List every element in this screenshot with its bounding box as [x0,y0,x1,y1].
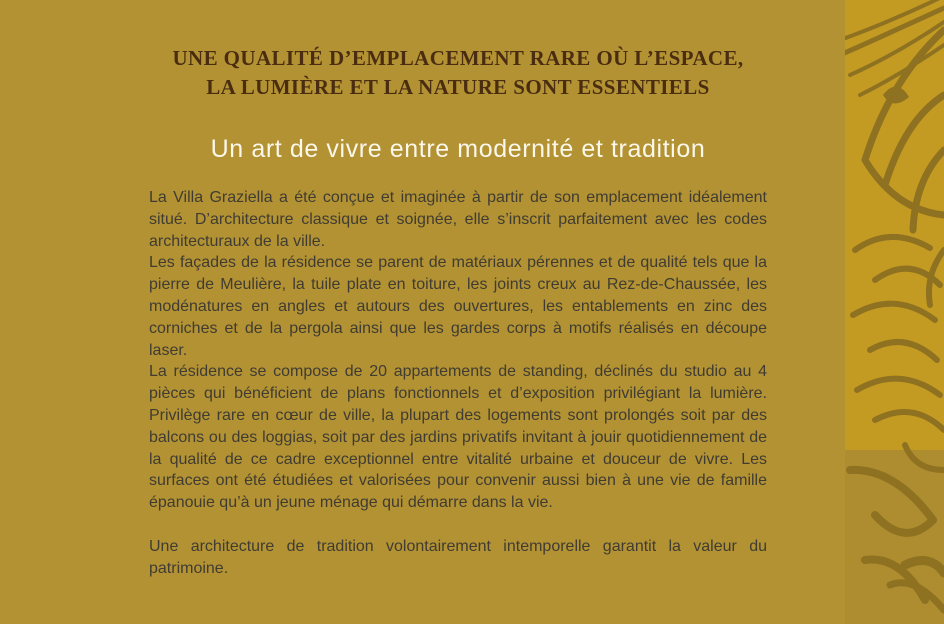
page-title-line2: LA LUMIÈRE ET LA NATURE SONT ESSENTIELS [206,75,710,99]
page-title-line1: UNE QUALITÉ D’EMPLACEMENT RARE OÙ L’ESPACE, [172,46,744,70]
page-subtitle: Un art de vivre entre modernité et tradition [210,135,706,163]
body-copy [149,187,767,579]
body-paragraph: Une architecture de tradition volontairement intemporelle garantit la valeur du patrimoine. [149,537,767,577]
body-paragraph: La résidence se compose de 20 appartements de standing, déclinés du studio au 4 pièces qui bénéficient de plans fonctionnels et d’exposition privilégiant la lumière. Privilège rare en cœur de ville, la plupart des logements sont prolongés soit par des balcons ou des loggias, soit par des jardins privatifs invitant à jouir quotidiennement de la qualité de ce cadre exceptionnel entre vitalité urbaine et douceur de vivre. Les surfaces ont été étudiées et valorisées pour convenir aussi bien à une vie de famille épanouie qu’à un jeune ménage qui démarre dans la vie. [149,363,767,512]
floral-ornament-icon [845,0,944,624]
body-paragraph: Les façades de la résidence se parent de matériaux pérennes et de qualité tels que la pierre de Meulière, la tuile plate en toiture, les joints creux au Rez-de-Chaussée, les modénatures en angles et autours des ouvertures, les entablements en zinc des corniches et de la pergola ainsi que les gardes corps à motifs réalisés en découpe laser. [149,254,767,359]
content-column [149,0,767,624]
body-paragraph: La Villa Graziella a été conçue et imaginée à partir de son emplacement idéalement situé. D’architecture classique et soignée, elle s’inscrit parfaitement avec les codes architecturaux de la ville. [149,189,767,250]
page-title [149,44,767,102]
